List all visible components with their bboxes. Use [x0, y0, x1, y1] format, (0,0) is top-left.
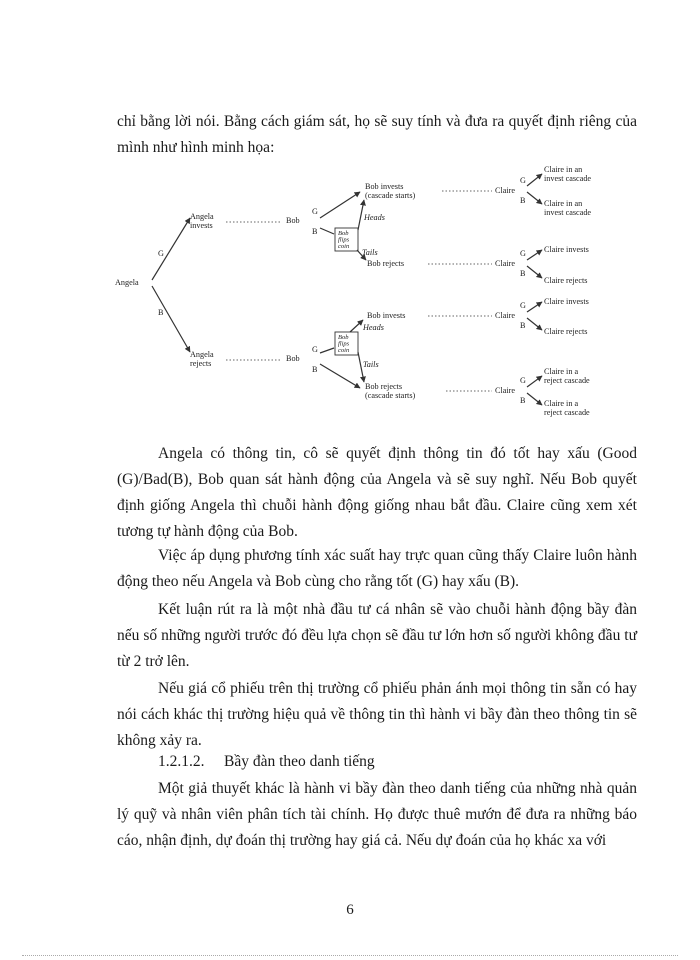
claire-invests-label-1: Claire invests — [544, 245, 589, 254]
bob-top-good-label: G — [312, 207, 318, 216]
heads-label-bottom: Heads — [363, 323, 384, 332]
bob-rejects-cascade-label: Bob rejects (cascade starts) — [365, 382, 416, 400]
angela-root-label: Angela — [115, 278, 139, 287]
angela-invests-label: Angela invests — [190, 212, 214, 230]
bob-invests-cascade-label: Bob invests (cascade starts) — [365, 182, 416, 200]
bob-bottom-node: Bob — [286, 354, 300, 363]
bob-top-bad-branch — [320, 228, 334, 234]
bob-bottom-good-label: G — [312, 345, 318, 354]
paragraph-angela-information: Angela có thông tin, cô sẽ quyết định thông tin đó tốt hay xấu (Good (G)/Bad(B), Bob quan sát hành động của Angela và sẽ suy nghĩ. Nếu Bob quyết định giống Angela thì chuỗi hành động giống nhau bắt đầu. Claire cũng xem xét tương tự hành động của Bob. — [117, 445, 637, 540]
bob-top-bad-label: B — [312, 227, 318, 236]
page-number: 6 — [346, 902, 354, 918]
claire-bad-arrow-1 — [527, 192, 542, 204]
angela-bad-label: B — [158, 308, 164, 317]
intro-paragraph: chỉ bằng lời nói. Bằng cách giám sát, họ sẽ suy tính và đưa ra quyết định riêng của mình như hình minh họa: — [117, 113, 637, 156]
claire-good-label-2: G — [520, 249, 526, 258]
paragraph-conclusion: Kết luận rút ra là một nhà đầu tư cá nhân sẽ vào chuỗi hành động bầy đàn nếu số những người trước đó đều lựa chọn sẽ đầu tư lớn hơn số người không đầu tư từ 2 trở lên. — [117, 601, 637, 670]
claire-outcomes — [518, 160, 638, 422]
bob-flips-coin-label-top: Bob flips coin — [338, 230, 350, 250]
claire-good-label-4: G — [520, 376, 526, 385]
svg-text:Claire: Claire — [495, 386, 516, 395]
bob-bottom-bad-label: B — [312, 365, 318, 374]
claire-invests-label-2: Claire invests — [544, 297, 589, 306]
section-heading-title: Bầy đàn theo danh tiếng — [224, 753, 375, 770]
footer-divider — [22, 955, 678, 956]
claire-bad-label-4: B — [520, 396, 526, 405]
heads-label-top: Heads — [364, 213, 385, 222]
bob-bottom-good-branch — [320, 348, 334, 353]
svg-text:Claire: Claire — [495, 311, 516, 320]
claire-good-label-3: G — [520, 301, 526, 310]
claire-good-arrow-2 — [527, 250, 542, 260]
claire-rejects-label-2: Claire rejects — [544, 327, 588, 336]
claire-bad-arrow-3 — [527, 318, 542, 330]
section-heading — [158, 749, 375, 775]
claire-rejects-label-1: Claire rejects — [544, 276, 588, 285]
paragraph-probability: Việc áp dụng phương tính xác suất hay trực quan cũng thấy Claire luôn hành động theo nếu Angela và Bob cùng cho rằng tốt (G) hay xấu (B). — [117, 547, 637, 590]
heads-arrow-bottom — [350, 320, 363, 332]
claire-reject-cascade-label-2: Claire in a reject cascade — [544, 399, 590, 417]
information-cascade-diagram — [110, 160, 520, 422]
bob-flips-coin-label-bottom: Bob flips coin — [338, 334, 350, 354]
claire-bad-arrow-4 — [527, 393, 542, 405]
tails-label-bottom: Tails — [363, 360, 379, 369]
claire-reject-cascade-label-1: Claire in a reject cascade — [544, 367, 590, 385]
claire-bad-label-1: B — [520, 196, 526, 205]
svg-text:Claire: Claire — [495, 186, 516, 195]
svg-text:Claire: Claire — [495, 259, 516, 268]
claire-bad-label-3: B — [520, 321, 526, 330]
paragraph-reputation-herding: Một giả thuyết khác là hành vi bầy đàn theo danh tiếng của những nhà quản lý quỹ và nhân viên phân tích tài chính. Họ được thuê mướn để đưa ra những báo cáo, nhận định, dự đoán thị trường hay giá cả. Nếu dự đoán của họ khác xa với — [117, 780, 637, 849]
section-heading-number: 1.2.1.2. — [158, 753, 205, 770]
claire-node-2 — [495, 259, 515, 268]
paragraph-efficient-market: Nếu giá cổ phiếu trên thị trường cổ phiếu phản ánh mọi thông tin sẵn có hay nói cách khác thị trường hiệu quả về thông tin thì hành vi bầy đàn theo thông tin sẽ không xảy ra. — [117, 680, 637, 749]
claire-good-arrow-3 — [527, 302, 542, 312]
angela-bad-branch — [152, 286, 190, 352]
claire-bad-arrow-2 — [527, 266, 542, 278]
bob-top-good-branch — [320, 192, 360, 218]
bob-bottom-bad-branch — [320, 364, 360, 388]
claire-bad-label-2: B — [520, 269, 526, 278]
claire-good-arrow-4 — [527, 376, 542, 387]
claire-node-3 — [495, 311, 515, 320]
claire-good-arrow-1 — [527, 174, 542, 186]
claire-good-label-1: G — [520, 176, 526, 185]
claire-invest-cascade-label-2: Claire in an invest cascade — [544, 199, 592, 217]
angela-rejects-label: Angela rejects — [190, 350, 214, 368]
bob-top-node: Bob — [286, 216, 300, 225]
bob-invests-label: Bob invests — [367, 311, 406, 320]
claire-node-1 — [495, 186, 515, 195]
claire-node-4 — [495, 386, 515, 395]
angela-good-label: G — [158, 249, 164, 258]
tails-label-top: Tails — [362, 248, 378, 257]
claire-invest-cascade-label: Claire in an invest cascade — [544, 165, 592, 183]
bob-rejects-label: Bob rejects — [367, 259, 405, 268]
